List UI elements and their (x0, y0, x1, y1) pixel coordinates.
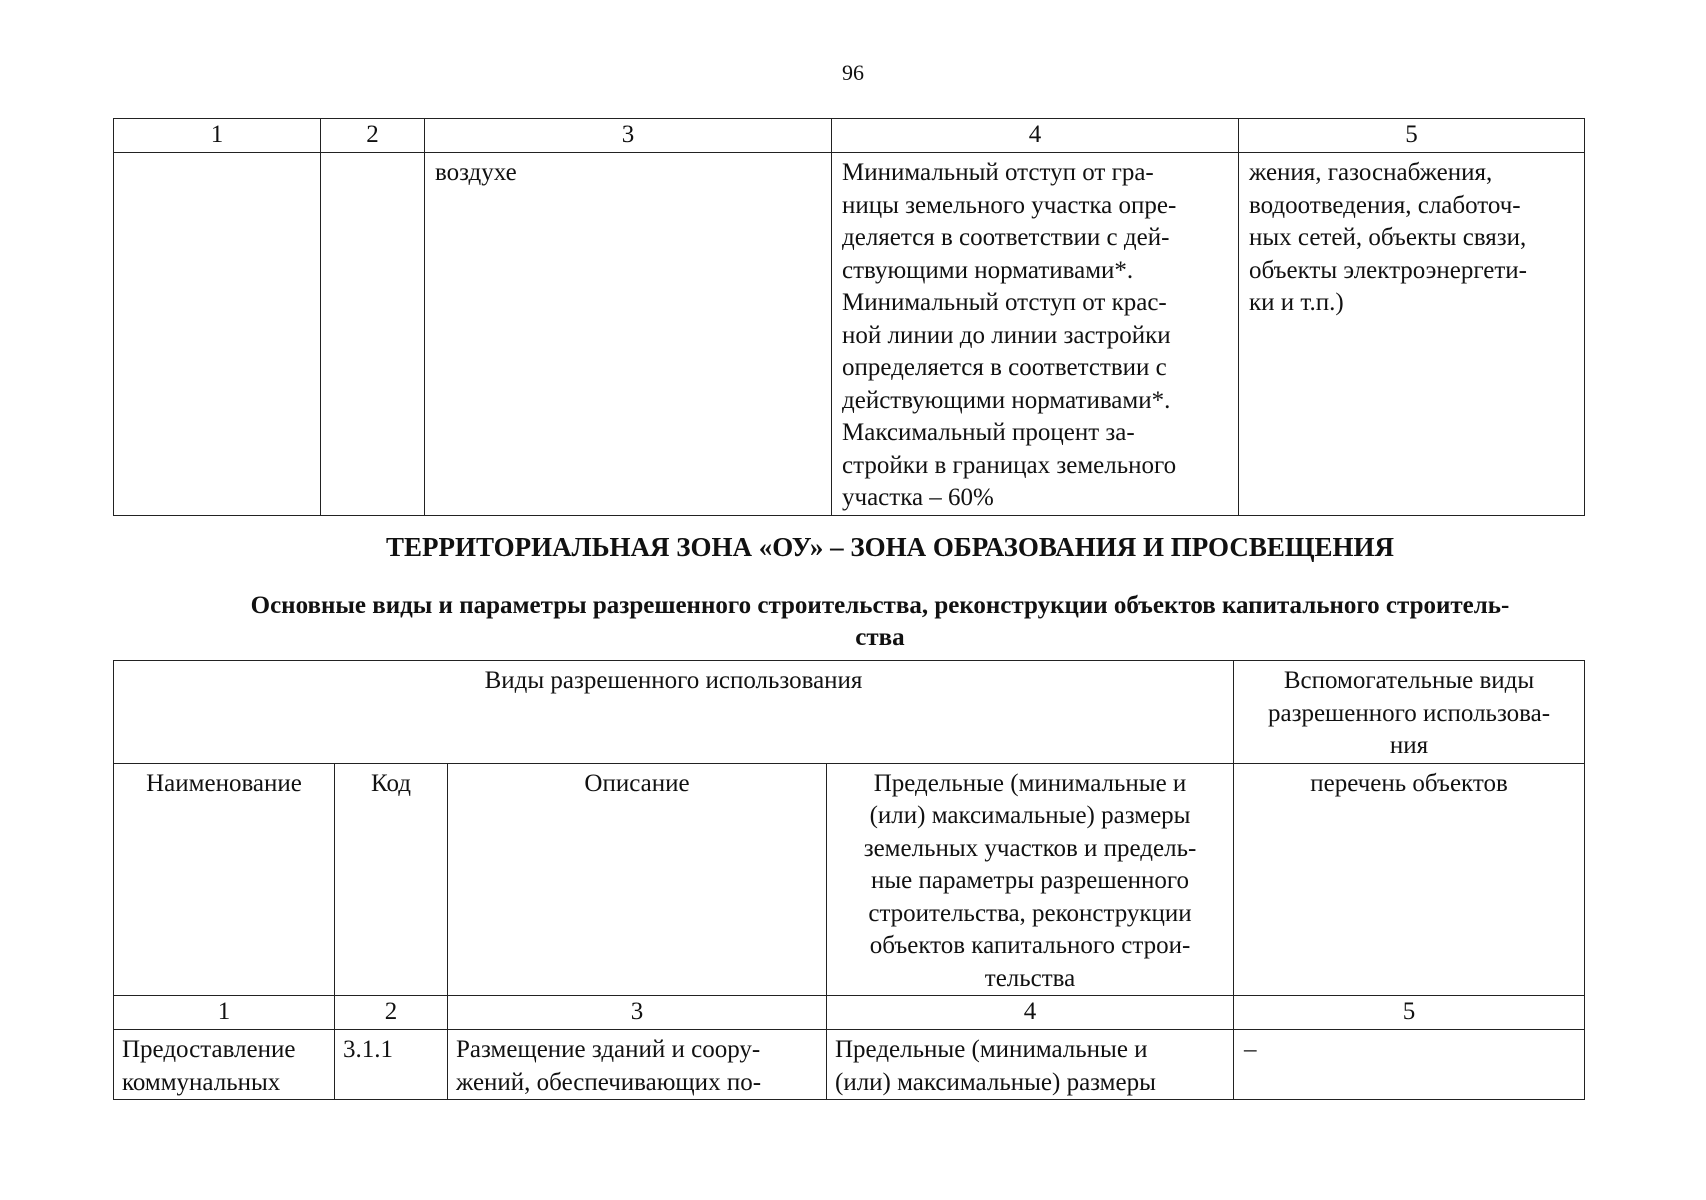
cell-code (321, 153, 425, 516)
column-number: 4 (827, 996, 1234, 1030)
table-row (114, 153, 1585, 516)
group-header-main: Виды разрешенного использования (114, 661, 1234, 764)
group-header-row (114, 661, 1585, 764)
cell-description: Размещение зданий и соору- жений, обеспечивающих по- (448, 1030, 827, 1100)
column-number: 2 (335, 996, 448, 1030)
zone-title: ТЕРРИТОРИАЛЬНАЯ ЗОНА «ОУ» – ЗОНА ОБРАЗОВАНИЯ И ПРОСВЕЩЕНИЯ (385, 532, 1395, 562)
cell-name (114, 153, 321, 516)
header-aux-list: перечень объектов (1234, 763, 1585, 996)
column-number: 3 (425, 119, 832, 153)
cell-limits: Минимальный отступ от гра- ницы земельного участка опре- деляется в соответствии с дей- ствующими нормативами*. Минимальный отступ от крас- ной линии до линии застройки определяется в соответствии с действующими нормативами*. Максимальный процент за- стройки в границах земельного участка – 60% (832, 153, 1239, 516)
column-number: 1 (114, 996, 335, 1030)
column-number: 2 (321, 119, 425, 153)
header-limits: Предельные (минимальные и (или) максимальные) размеры земельных участков и предель- ные параметры разрешенного строительства, реконструкции объектов капитального строи- тельства (827, 763, 1234, 996)
column-number-row (114, 996, 1585, 1030)
column-number: 4 (832, 119, 1239, 153)
table-header-row (114, 119, 1585, 153)
column-number: 5 (1234, 996, 1585, 1030)
header-code: Код (335, 763, 448, 996)
cell-name: Предоставление коммунальных (114, 1030, 335, 1100)
column-header-row (114, 763, 1585, 996)
page-number: 96 (842, 60, 864, 85)
cell-description: воздухе (425, 153, 832, 516)
continuation-table (113, 118, 1585, 516)
cell-aux: – (1234, 1030, 1585, 1100)
cell-limits: Предельные (минимальные и (или) максимальные) размеры (827, 1030, 1234, 1100)
group-header-aux: Вспомогательные виды разрешенного использова- ния (1234, 661, 1585, 764)
section-subtitle: Основные виды и параметры разрешенного строительства, реконструкции объектов капитального строитель- ства (250, 592, 1510, 651)
column-number: 5 (1239, 119, 1585, 153)
header-name: Наименование (114, 763, 335, 996)
cell-code: 3.1.1 (335, 1030, 448, 1100)
column-number: 3 (448, 996, 827, 1030)
table-row (114, 1030, 1585, 1100)
permitted-uses-table (113, 660, 1585, 1100)
cell-aux: жения, газоснабжения, водоотведения, слаботоч- ных сетей, объекты связи, объекты электроэнергети- ки и т.п.) (1239, 153, 1585, 516)
header-description: Описание (448, 763, 827, 996)
column-number: 1 (114, 119, 321, 153)
